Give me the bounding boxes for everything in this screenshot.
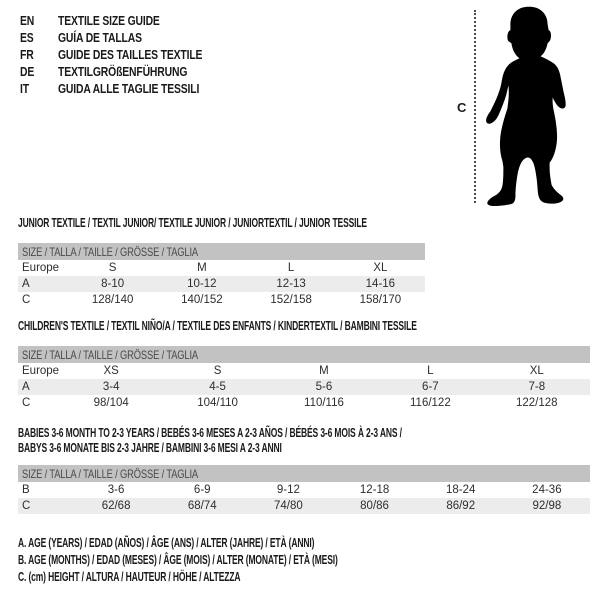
size-value-cell: 86/92 <box>418 498 504 514</box>
size-value-cell: 3-4 <box>58 379 164 395</box>
legend <box>18 536 488 587</box>
size-table-children <box>18 346 590 411</box>
size-value-cell: 140/152 <box>181 294 223 306</box>
row-label: C <box>22 294 31 306</box>
height-marker-label: C <box>457 100 467 115</box>
language-label: GUIDA ALLE TAGLIE TESSILI <box>58 81 200 96</box>
legend-text: C. (cm) HEIGHT / ALTURA / HAUTEUR / HÖHE / ALTEZZA <box>18 570 241 584</box>
language-label: TEXTILE SIZE GUIDE <box>58 13 160 28</box>
size-value-cell: 18-24 <box>445 484 476 496</box>
language-code: DE <box>20 64 35 79</box>
size-value-cell: 158/170 <box>359 294 402 306</box>
size-value-cell: 8-10 <box>68 276 157 292</box>
toddler-silhouette-icon <box>482 5 576 207</box>
language-label: TEXTILGRÖßENFÜHRUNG <box>58 64 188 79</box>
table-row <box>18 498 590 514</box>
row-label: Europe <box>22 365 60 377</box>
section-title-text: BABIES 3-6 MONTH TO 2-3 YEARS / BEBÉS 3-6 MESES A 2-3 AÑOS / BÉBÉS 3-6 MOIS À 2-3 ANS / <box>18 426 402 440</box>
size-value-cell: 80/86 <box>331 498 417 514</box>
legend-line-a <box>18 536 488 553</box>
size-value-cell: 24-36 <box>532 484 562 496</box>
language-code: EN <box>20 13 35 28</box>
size-header-text: SIZE / TALLA / TAILLE / GRÖSSE / TAGLIA <box>22 347 198 362</box>
size-header-bar <box>18 465 590 482</box>
size-value-cell: 6-7 <box>377 379 483 395</box>
table-row <box>18 395 590 411</box>
table-row <box>18 363 590 379</box>
legend-line-c <box>18 570 488 587</box>
row-label: C <box>18 498 73 514</box>
size-value-cell: 3-6 <box>107 484 125 496</box>
size-value-cell: 6-9 <box>193 484 211 496</box>
language-label: GUÍA DE TALLAS <box>58 30 142 45</box>
language-code: FR <box>20 47 34 62</box>
size-value-cell: 4-5 <box>164 379 270 395</box>
section-title-children <box>18 319 600 334</box>
size-value-cell: 10-12 <box>157 276 246 292</box>
size-value-cell: 9-12 <box>276 484 300 496</box>
size-value-cell: L <box>427 365 434 377</box>
size-header-text: SIZE / TALLA / TAILLE / GRÖSSE / TAGLIA <box>22 244 198 259</box>
row-label: A <box>18 276 68 292</box>
size-value-cell: 98/104 <box>93 397 129 409</box>
size-value-cell: 152/158 <box>270 294 312 306</box>
size-value-cell: 7-8 <box>484 379 590 395</box>
size-table-babies <box>18 465 590 514</box>
size-value-cell: 14-16 <box>336 276 425 292</box>
language-code: ES <box>20 30 34 45</box>
row-label: C <box>22 397 31 409</box>
size-value-cell: 12-18 <box>359 484 390 496</box>
size-value-cell: 62/68 <box>73 498 159 514</box>
table-row <box>18 482 590 498</box>
size-value-cell: 116/122 <box>410 397 451 409</box>
row-label: Europe <box>22 262 60 274</box>
section-title-text: BABYS 3-6 MONATE BIS 2-3 JAHRE / BAMBINI 3-6 MESI A 2-3 ANNI <box>18 441 282 455</box>
size-header-bar <box>18 243 425 260</box>
size-value-cell: S <box>108 262 117 274</box>
size-value-cell: XL <box>373 262 388 274</box>
table-row <box>18 292 425 308</box>
size-value-cell: 128/140 <box>91 294 134 306</box>
size-value-cell: S <box>213 365 222 377</box>
section-title-junior <box>18 216 531 231</box>
size-value-cell: L <box>287 262 295 274</box>
section-title-babies <box>18 426 582 456</box>
legend-line-b <box>18 553 488 570</box>
table-row <box>18 276 425 292</box>
section-title-text: JUNIOR TEXTILE / TEXTIL JUNIOR/ TEXTILE JUNIOR / JUNIORTEXTIL / JUNIOR TESSILE <box>18 216 367 230</box>
section-title-text: CHILDREN'S TEXTILE / TEXTIL NIÑO/A / TEXTILE DES ENFANTS / KINDERTEXTIL / BAMBINI TESSILE <box>18 319 417 333</box>
size-header-text: SIZE / TALLA / TAILLE / GRÖSSE / TAGLIA <box>22 466 198 481</box>
size-value-cell: XS <box>103 365 119 377</box>
language-code: IT <box>20 81 29 96</box>
size-value-cell: 12-13 <box>247 276 336 292</box>
size-value-cell: 74/80 <box>245 498 331 514</box>
size-value-cell: M <box>197 262 207 274</box>
size-value-cell: XL <box>529 365 544 377</box>
row-label: B <box>22 484 30 496</box>
size-table-junior <box>18 243 425 308</box>
size-value-cell: 104/110 <box>197 397 238 409</box>
size-value-cell: 122/128 <box>515 397 558 409</box>
size-value-cell: 5-6 <box>271 379 377 395</box>
size-value-cell: 110/116 <box>304 397 344 409</box>
height-marker-dotted-line <box>474 10 476 203</box>
size-value-cell: 68/74 <box>159 498 245 514</box>
table-row <box>18 260 425 276</box>
table-row <box>18 379 590 395</box>
legend-text: A. AGE (YEARS) / EDAD (AÑOS) / ÂGE (ANS) / ALTER (JAHRE) / ETÀ (ANNI) <box>18 536 315 550</box>
size-value-cell: M <box>319 365 329 377</box>
language-label: GUIDE DES TAILLES TEXTILE <box>58 47 203 62</box>
row-label: A <box>18 379 58 395</box>
size-header-bar <box>18 346 590 363</box>
size-value-cell: 92/98 <box>504 498 590 514</box>
legend-text: B. AGE (MONTHS) / EDAD (MESES) / ÂGE (MOIS) / ALTER (MONATE) / ETÀ (MESI) <box>18 553 338 567</box>
